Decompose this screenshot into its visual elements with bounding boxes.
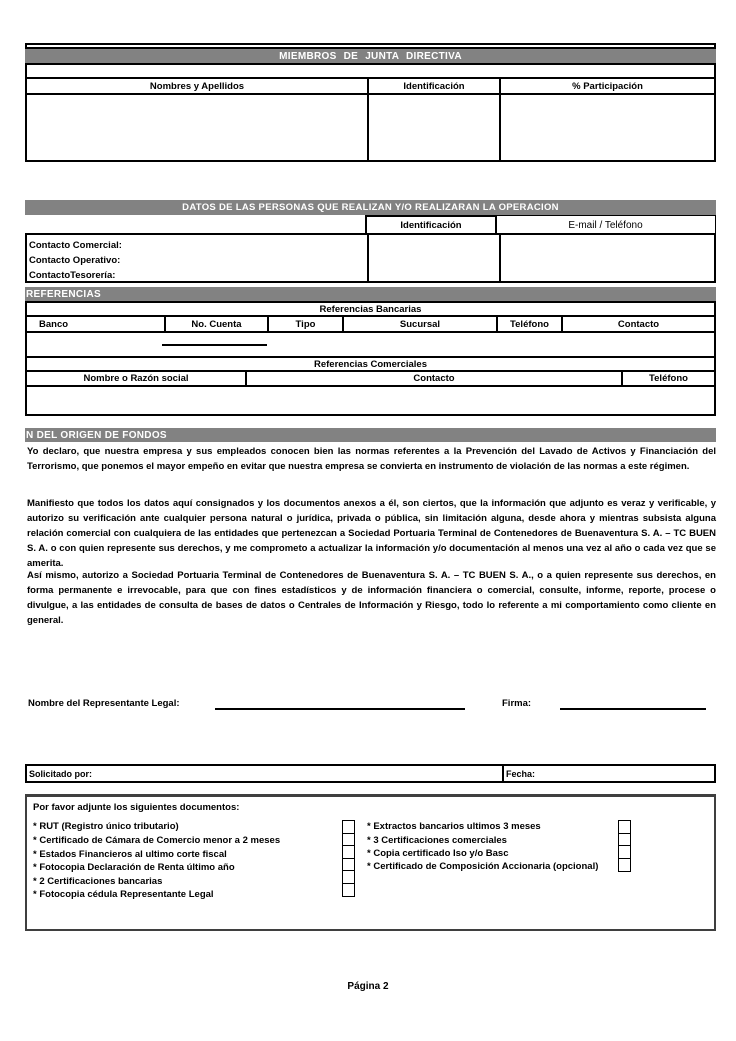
bancarias-col-tipo: Tipo: [267, 317, 342, 331]
referencias-title: REFERENCIAS: [26, 288, 101, 300]
declaracion-parrafo-3: Así mismo, autorizo a Sociedad Portuaria Terminal de Contenedores de Buenaventura S. A. – TC BUEN S. A., o a quien represente sus derechos, en forma permanente e irrevocable, para que con fines estadísticos y de información financiera o comercial, consulte, informe, reporte, procese o divulgue, a las entidades de consulta de bases de datos o Centrales de Información y Riesgo, todo lo referente a mi comportamiento como cliente en general.: [27, 570, 716, 626]
firma-line[interactable]: [560, 696, 706, 710]
fecha-label: Fecha:: [506, 768, 536, 779]
declaracion-p1-pre: Yo declaro, que nuestra empresa y sus empleados conocen bien las normas referentes a la: [27, 446, 466, 457]
bancarias-col-telefono: Teléfono: [496, 317, 561, 331]
junta-cell-identificacion[interactable]: [367, 95, 499, 160]
documentos-box: [25, 794, 716, 931]
origen-fondos-header-bar: [25, 428, 716, 442]
documentos-intro: Por favor adjunte los siguientes documentos:: [33, 802, 240, 813]
checkbox-composicion[interactable]: [618, 858, 631, 872]
junta-cell-nombres[interactable]: [27, 95, 367, 160]
doc-item-cedula: * Fotocopia cédula Representante Legal: [33, 889, 214, 900]
referencias-bancarias-subtitle: Referencias Bancarias: [319, 303, 422, 315]
junta-col-identificacion: Identificación: [367, 79, 499, 93]
fecha-cell[interactable]: [502, 766, 714, 781]
doc-item-cert-bancarias: * 2 Certificaciones bancarias: [33, 876, 163, 887]
contacto-tesoreria-label: ContactoTesorería:: [29, 270, 116, 281]
right-checkbox-column: [618, 820, 631, 872]
personas-contact-labels: [27, 235, 367, 281]
doc-item-camara: * Certificado de Cámara de Comercio menor a 2 meses: [33, 835, 281, 846]
personas-body: [25, 233, 716, 283]
contacto-comercial-label: Contacto Comercial:: [29, 240, 122, 251]
comerciales-entry-row[interactable]: [25, 385, 716, 416]
page-number: Página 2: [347, 981, 389, 992]
declaracion-parrafo-2: Manifiesto que todos los datos aquí consignados y los documentos anexos a él, son ciertos, que la información que adjunto es veraz y verificable, y autorizo su verificación ante cualquier persona natural o jurídica, privada o pública, sin limitación alguna, desde ahora y mientras subsista alguna relación comercial con cualquiera de las entidades que pertenezcan a Sociedad Portuaria Terminal de Contenedores de Buenaventura S. A. – TC BUEN S. A. o con quien represente sus derechos, y me comprometo a actualizar la información y/o documentación al menos una vez al año o cada vez que se amerita.: [27, 498, 716, 569]
checkbox-cedula[interactable]: [342, 883, 355, 897]
bancarias-entry-row[interactable]: [25, 331, 716, 358]
origen-fondos-title: N DEL ORIGEN DE FONDOS: [26, 429, 167, 441]
comerciales-col-nombre: Nombre o Razón social: [83, 373, 189, 384]
referencias-comerciales-subtitle: Referencias Comerciales: [313, 358, 427, 370]
referencias-header-bar: [25, 287, 716, 301]
doc-item-composicion: * Certificado de Composición Accionaria (opcional): [367, 861, 599, 872]
doc-item-estados: * Estados Financieros al ultimo corte fiscal: [33, 849, 227, 860]
bancarias-col-contacto: Contacto: [561, 317, 714, 331]
bancarias-cuenta-underline[interactable]: [162, 344, 267, 346]
left-checkbox-column: [342, 820, 355, 897]
doc-item-iso-basc: * Copia certificado Iso y/o Basc: [367, 848, 509, 859]
comerciales-col-contacto: Contacto: [245, 372, 621, 385]
junta-col-participacion: % Participación: [499, 79, 714, 93]
junta-entry-row: [25, 93, 716, 162]
bancarias-col-banco: Banco: [39, 318, 69, 330]
junta-cell-participacion[interactable]: [499, 95, 714, 160]
declaracion-parrafo-1: [27, 444, 716, 474]
personas-col-email: E-mail / Teléfono: [568, 219, 643, 231]
personas-cell-email[interactable]: [499, 235, 714, 281]
personas-header-bar: [25, 200, 716, 215]
personas-col-identificacion: Identificación: [400, 219, 462, 231]
personas-title: DATOS DE LAS PERSONAS QUE REALIZAN Y/O REALIZARAN LA OPERACION: [182, 202, 559, 213]
doc-item-cert-comerc: * 3 Certificaciones comerciales: [367, 835, 507, 846]
comerciales-col-telefono: Teléfono: [621, 372, 714, 385]
doc-item-renta: * Fotocopia Declaración de Renta último año: [33, 862, 235, 873]
junta-directiva-header-bar: [25, 49, 716, 63]
declaracion-p1-bold: Prevención del Lavado de Activos y Financiación del Terrorismo: [27, 446, 716, 472]
solicitado-por-cell[interactable]: [27, 766, 502, 781]
representante-legal-label: Nombre del Representante Legal:: [28, 698, 180, 709]
bancarias-col-cuenta: No. Cuenta: [164, 317, 267, 331]
solicitado-por-label: Solicitado por:: [29, 768, 92, 779]
contacto-operativo-label: Contacto Operativo:: [29, 255, 121, 266]
bancarias-col-sucursal: Sucursal: [342, 317, 496, 331]
representante-legal-line[interactable]: [215, 696, 465, 710]
firma-label: Firma:: [502, 698, 532, 709]
personas-col-identificacion-box: [365, 215, 497, 235]
junta-directiva-title: MIEMBROS DE JUNTA DIRECTIVA: [279, 50, 462, 62]
tramite-row: [25, 764, 716, 783]
personas-col-email-box: [495, 215, 716, 235]
declaracion-p1-post: , que ponemos el mayor empeño en evitar que nuestra empresa se convierta en instrumento de violación de las normas a este régimen.: [76, 461, 690, 472]
doc-item-rut: * RUT (Registro único tributario): [33, 821, 179, 832]
junta-col-nombres: Nombres y Apellidos: [149, 80, 245, 92]
personas-cell-identificacion[interactable]: [367, 235, 499, 281]
doc-item-extractos: * Extractos bancarios ultimos 3 meses: [367, 821, 541, 832]
